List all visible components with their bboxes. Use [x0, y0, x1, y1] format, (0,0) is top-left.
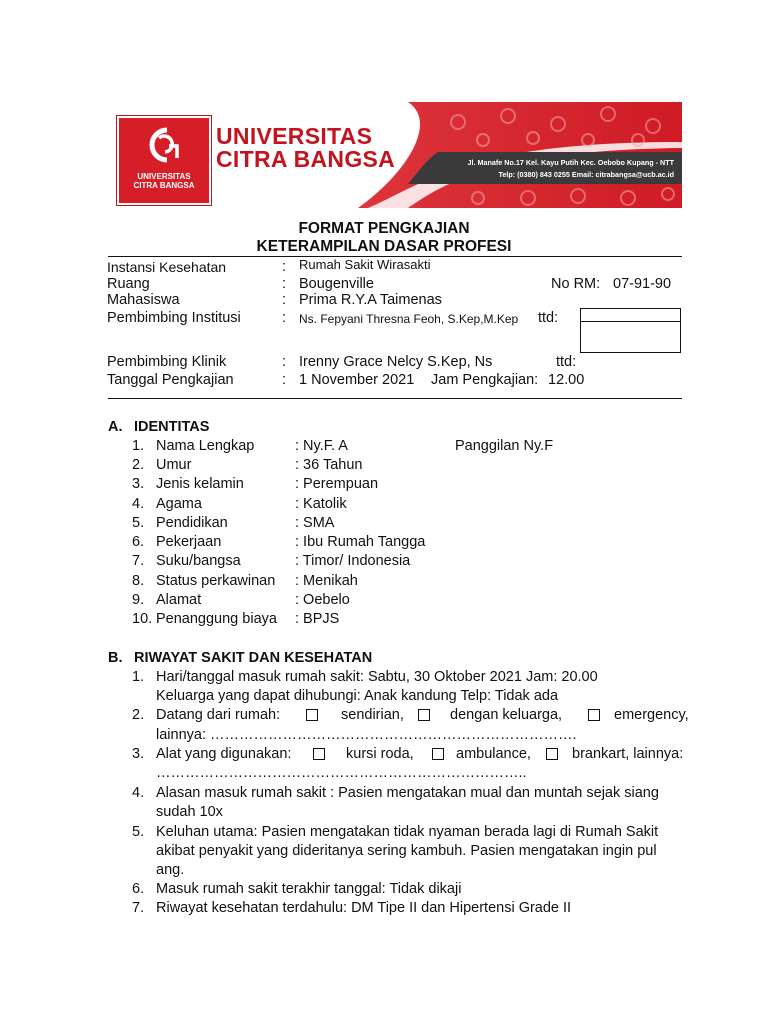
checkbox-emergency[interactable]	[588, 709, 600, 721]
option-label: emergency,	[614, 707, 689, 723]
history-text: sudah 10x	[156, 804, 223, 820]
identity-label: Suku/bangsa	[156, 553, 241, 569]
history-num: 5.	[132, 824, 145, 840]
identity-num: 7.	[132, 553, 145, 569]
tanggal-pengkajian-label: Tanggal Pengkajian	[107, 372, 234, 388]
option-label: dengan keluarga,	[450, 707, 563, 723]
history-text: akibat penyakit yang dideritanya sering kambuh. Pasien mengatakan ingin pul	[156, 843, 657, 859]
identity-label: Nama Lengkap	[156, 438, 255, 454]
history-text: lainnya: ………………………………………………………………….	[156, 727, 577, 743]
identity-value: : BPJS	[295, 611, 340, 627]
history-text: Datang dari rumah:	[156, 707, 281, 723]
identity-num: 9.	[132, 592, 145, 608]
history-text: Riwayat kesehatan terdahulu: DM Tipe II dan Hipertensi Grade II	[156, 900, 572, 916]
identity-num: 1.	[132, 438, 145, 454]
identity-num: 6.	[132, 534, 145, 550]
ruang-label: Ruang	[107, 276, 150, 292]
jam-pengkajian-label: Jam Pengkajian:	[431, 372, 539, 388]
panggilan-value: Panggilan Ny.F	[455, 438, 554, 454]
identity-label: Pendidikan	[156, 515, 228, 531]
identity-value: : Perempuan	[295, 476, 379, 492]
pembimbing-klinik-value: Irenny Grace Nelcy S.Kep, Ns	[299, 354, 493, 370]
mahasiswa-label: Mahasiswa	[107, 292, 180, 308]
history-text: Keluhan utama: Pasien mengatakan tidak nyaman berada lagi di Rumah Sakit	[156, 824, 659, 840]
logo-emblem-icon	[119, 122, 209, 172]
mahasiswa-colon: :	[282, 292, 287, 308]
checkbox-brankart[interactable]	[546, 748, 558, 760]
history-num: 3.	[132, 746, 145, 762]
history-num: 4.	[132, 785, 145, 801]
signature-box[interactable]	[580, 308, 681, 353]
identity-num: 5.	[132, 515, 145, 531]
ruang-colon: :	[282, 276, 287, 292]
checkbox-dengan-keluarga[interactable]	[418, 709, 430, 721]
university-name-line1: UNIVERSITAS	[216, 123, 373, 149]
identity-label: Status perkawinan	[156, 573, 276, 589]
instansi-value: Rumah Sakit Wirasakti	[299, 257, 431, 272]
section-a-letter: A.	[108, 419, 123, 435]
identity-num: 8.	[132, 573, 145, 589]
identity-label: Pekerjaan	[156, 534, 222, 550]
identity-label: Umur	[156, 457, 192, 473]
section-a-title: IDENTITAS	[134, 419, 210, 435]
ruang-value: Bougenville	[299, 276, 374, 292]
option-label: sendirian,	[341, 707, 404, 723]
header-banner	[108, 102, 682, 208]
tanggal-pengkajian-value: 1 November 2021	[299, 372, 415, 388]
identity-num: 3.	[132, 476, 145, 492]
identity-num: 4.	[132, 496, 145, 512]
section-b-letter: B.	[108, 650, 123, 666]
checkbox-sendirian[interactable]	[306, 709, 318, 721]
pembimbing-klinik-label: Pembimbing Klinik	[107, 354, 227, 370]
norm-label: No RM:	[551, 276, 601, 292]
signature-box-divider	[580, 321, 681, 322]
pembimbing-institusi-colon: :	[282, 310, 287, 326]
history-text: Alat yang digunakan:	[156, 746, 292, 762]
identity-value: : 36 Tahun	[295, 457, 363, 473]
identity-label: Alamat	[156, 592, 202, 608]
identity-value: : Katolik	[295, 496, 347, 512]
norm-value: 07-91-90	[613, 276, 672, 292]
section-b-title: RIWAYAT SAKIT DAN KESEHATAN	[134, 650, 373, 666]
history-text: Hari/tanggal masuk rumah sakit: Sabtu, 30 Oktober 2021 Jam: 20.00	[156, 669, 598, 685]
checkbox-ambulance[interactable]	[432, 748, 444, 760]
logo-label-line1: UNIVERSITAS	[137, 172, 191, 181]
identity-value: : SMA	[295, 515, 335, 531]
identity-value: : Ny.F. A	[295, 438, 348, 454]
identity-value: : Ibu Rumah Tangga	[295, 534, 426, 550]
document-title-line1: FORMAT PENGKAJIAN	[298, 220, 470, 237]
pembimbing-klinik-colon: :	[282, 354, 287, 370]
info-bottom-rule	[108, 398, 682, 399]
history-text: Masuk rumah sakit terakhir tanggal: Tidak dikaji	[156, 881, 462, 897]
instansi-colon: :	[282, 259, 287, 275]
history-text: ang.	[156, 862, 185, 878]
tanggal-pengkajian-colon: :	[282, 372, 287, 388]
history-text: …………………………………………………………………..	[156, 765, 527, 781]
pembimbing-institusi-value: Ns. Fepyani Thresna Feoh, S.Kep,M.Kep	[299, 312, 519, 326]
pembimbing-institusi-ttd: ttd:	[538, 310, 559, 326]
university-contact: Telp: (0380) 843 0255 Email: citrabangsa@ucb.ac.id	[498, 170, 674, 179]
history-num: 1.	[132, 669, 145, 685]
identity-label: Penanggung biaya	[156, 611, 277, 627]
jam-pengkajian-value: 12.00	[548, 372, 585, 388]
option-label: ambulance,	[456, 746, 531, 762]
history-num: 7.	[132, 900, 145, 916]
history-text: Alasan masuk rumah sakit : Pasien mengatakan mual dan muntah sejak siang	[156, 785, 659, 801]
checkbox-kursi-roda[interactable]	[313, 748, 325, 760]
identity-value: : Menikah	[295, 573, 358, 589]
history-num: 6.	[132, 881, 145, 897]
mahasiswa-value: Prima R.Y.A Taimenas	[299, 292, 442, 308]
identity-label: Jenis kelamin	[156, 476, 244, 492]
option-label: kursi roda,	[346, 746, 414, 762]
university-name-line2: CITRA BANGSA	[216, 146, 396, 172]
identity-num: 10.	[132, 611, 153, 627]
university-logo	[117, 116, 211, 205]
identity-num: 2.	[132, 457, 145, 473]
history-num: 2.	[132, 707, 145, 723]
pembimbing-klinik-ttd: ttd:	[556, 354, 577, 370]
option-label: brankart, lainnya:	[572, 746, 684, 762]
history-text: Keluarga yang dapat dihubungi: Anak kandung Telp: Tidak ada	[156, 688, 559, 704]
identity-value: : Oebelo	[295, 592, 350, 608]
pembimbing-institusi-label: Pembimbing Institusi	[107, 310, 241, 326]
university-address: Jl. Manafe No.17 Kel. Kayu Putih Kec. Oebobo Kupang - NTT	[467, 158, 674, 167]
identity-value: : Timor/ Indonesia	[295, 553, 411, 569]
document-title-line2: KETERAMPILAN DASAR PROFESI	[256, 238, 512, 255]
logo-label-line2: CITRA BANGSA	[133, 181, 195, 190]
instansi-label: Instansi Kesehatan	[107, 259, 227, 275]
identity-label: Agama	[156, 496, 202, 512]
